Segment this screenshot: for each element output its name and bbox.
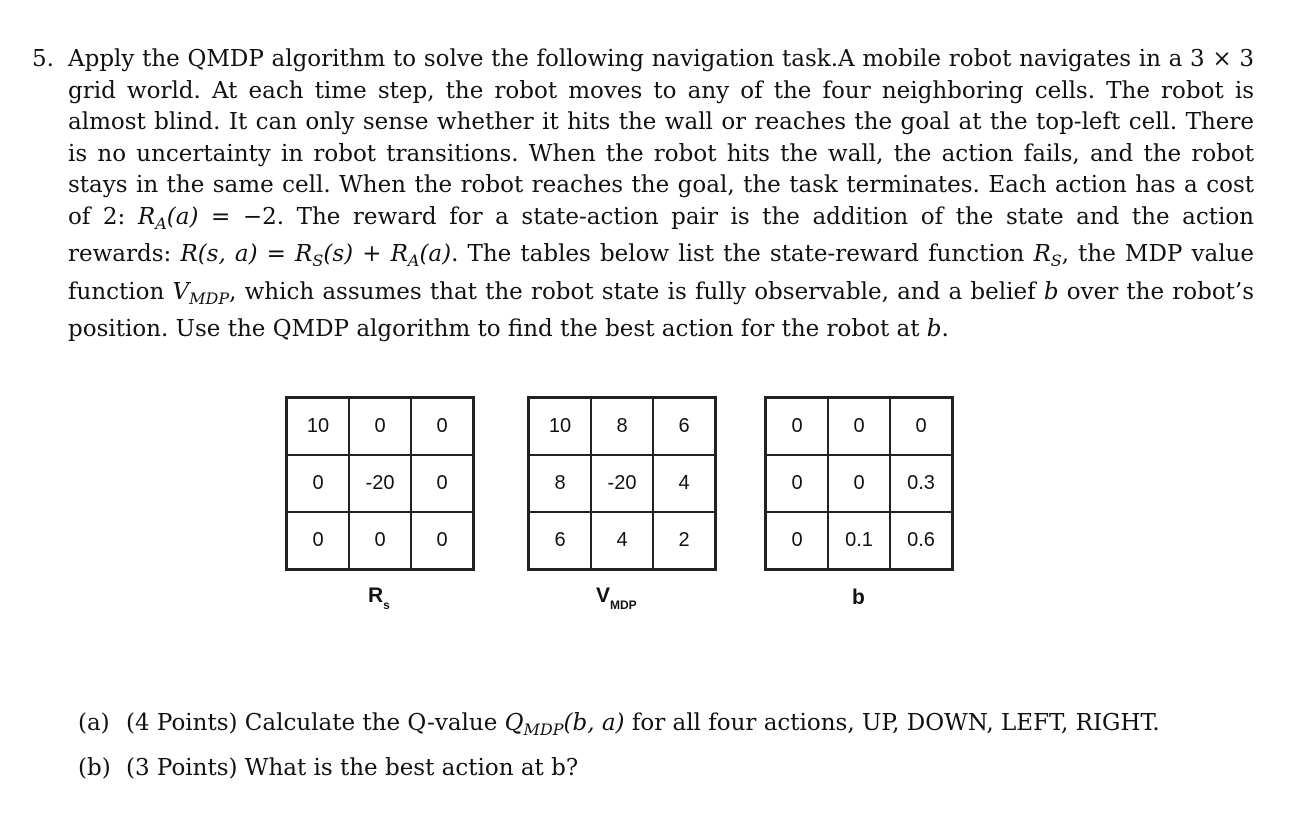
vmdp-cell: 4 (591, 512, 653, 570)
vmdp-symbol: $V_{MDP}$ (172, 278, 230, 308)
question-text: Apply the QMDP algorithm to solve the following navigation task.A mobile robot navigates in a 3 × 3 grid world. At each time step, the robot moves to any of the four neighboring cells. The robot is almost blind. It can only sense whether it hits the wall or reaches the goal at the top-left cell. There is no uncertainty in robot transitions. When the robot hits the wall, the action fails, and the robot stays in the same cell. When the robot reaches the goal, the task terminates. Each action has a cost of 2: $R_A(a) = -2$. The reward for a state-action pair is the addition of the state and the action rewards: R(s, $a) = R_S(s) + R_A(a)$. The tables below list the state-reward function $R_S$, the MDP value function $V_{MDP}$, which assumes that the robot state is fully observable, and a belief b over the robot’s position. Use the QMDP algorithm to find the best action for the robot at b. (68, 46, 1255, 342)
action-reward-symbol: $R_A(a)$ (137, 203, 199, 233)
question-parts (78, 704, 1258, 788)
rs-cell: 0 (349, 512, 411, 570)
rs-cell: 0 (287, 455, 350, 512)
rs-cell: 10 (287, 398, 350, 456)
belief-cell: 0 (766, 455, 829, 512)
belief-cell: 0 (890, 398, 953, 456)
state-reward-table (285, 396, 475, 571)
belief-caption: b (852, 586, 865, 609)
sentence-6: over the robot’s position. Use the QMDP algorithm to find the best action for the robot at (68, 278, 1255, 342)
rs-cell: -20 (349, 455, 411, 512)
belief-symbol-end: b (926, 316, 942, 342)
belief-symbol: b (1043, 278, 1059, 305)
rs-caption-main: R (368, 584, 384, 607)
intro-text: Apply the QMDP algorithm to solve the following navigation task.A mobile robot navigates in a (68, 46, 1183, 72)
belief-cell: 0.6 (890, 512, 953, 570)
sentence-5: , which assumes that the robot state is fully observable, and a belief (229, 278, 1036, 305)
vmdp-cell: 6 (653, 398, 716, 456)
question-number: 5. (32, 46, 54, 72)
sentence-2: The reward for a state-action pair is the addition of the state and the action rewards: (68, 203, 1254, 267)
rs-cell: 0 (411, 512, 474, 570)
part-a-label: (a) (78, 710, 110, 736)
vmdp-caption (596, 584, 637, 612)
belief-table (764, 396, 954, 571)
belief-cell: 0 (766, 398, 829, 456)
vmdp-cell: 10 (529, 398, 592, 456)
part-b-label: (b) (78, 755, 111, 781)
action-cost-equation: = −2. (211, 203, 285, 230)
sentence-4: , the MDP value function (68, 241, 1254, 305)
rs-caption (368, 584, 390, 612)
mdp-value-table (527, 396, 717, 571)
rs-cell: 0 (287, 512, 350, 570)
part-a (78, 704, 1258, 749)
belief-cell: 0.1 (828, 512, 890, 570)
vmdp-cell: 2 (653, 512, 716, 570)
rs-cell: 0 (349, 398, 411, 456)
rs-cell: 0 (411, 398, 474, 456)
vmdp-cell: 8 (529, 455, 592, 512)
part-a-text-before: (4 Points) Calculate the Q-value (126, 710, 498, 736)
belief-cell: 0 (828, 398, 890, 456)
part-a-text-after: for all four actions, UP, DOWN, LEFT, RIGHT. (631, 710, 1160, 736)
rs-cell: 0 (411, 455, 474, 512)
belief-cell: 0.3 (890, 455, 953, 512)
rs-caption-sub: s (383, 598, 390, 612)
part-b-text: (3 Points) What is the best action at b? (126, 755, 579, 781)
part-b (78, 749, 1258, 788)
sentence-1: grid world. At each time step, the robot moves to any of the four neighboring cells. The robot is almost blind. It can only sense whether it hits the wall or reaches the goal at the top-left cell. There is no uncertainty in robot transitions. When the robot hits the wall, the action fails, and the robot stays in the same cell. When the robot reaches the goal, the task terminates. Each action has a cost of 2: (68, 77, 1254, 230)
reward-equation: R(s, a) (180, 241, 258, 267)
belief-cell: 0 (828, 455, 890, 512)
vmdp-cell: 4 (653, 455, 716, 512)
vmdp-cell: 6 (529, 512, 592, 570)
qmdp-symbol: $Q_{MDP}(b$, a) (504, 710, 625, 739)
vmdp-cell: 8 (591, 398, 653, 456)
sentence-3: . The tables below list the state-reward function (451, 241, 1025, 267)
vmdp-caption-sub: MDP (610, 598, 637, 612)
grid-size: 3 × 3 (1190, 46, 1254, 72)
end-period: . (941, 316, 949, 342)
belief-cell: 0 (766, 512, 829, 570)
vmdp-cell: -20 (591, 455, 653, 512)
state-reward-symbol: $R_S$ (1033, 241, 1062, 270)
vmdp-caption-main: V (596, 584, 611, 607)
